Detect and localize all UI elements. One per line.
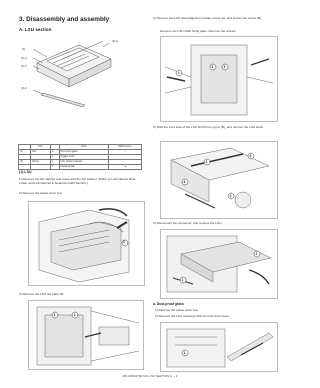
table-cell: b (50, 155, 59, 160)
step-5: 5) Shift the front side of the LSU shaft from (A) to (B), and remove the LSU shaft. (153, 125, 264, 129)
dust-step-2: 2) Remove the LSU cleaning stick from the front cover. (155, 314, 230, 318)
waste-toner-drawing (29, 202, 144, 285)
table-cell: ○▲ (109, 165, 142, 170)
step-number: 4 (183, 179, 186, 184)
step-6: 6) Disconnect the connector, and remove the LSU. (153, 221, 223, 225)
callout-1: (1) (22, 48, 26, 51)
callout-2b: (2)-b (21, 87, 27, 90)
step-number: 2 (249, 153, 252, 158)
dust-glass-heading: a. Dust-proof glass (153, 302, 184, 306)
step-number: 3 (223, 64, 226, 69)
table-row (19, 165, 142, 170)
table-cell (19, 165, 31, 170)
left-plate-figure (28, 300, 144, 370)
waste-toner-figure (28, 201, 145, 286)
step-number: 2 (211, 64, 214, 69)
table-cell: LSU (30, 150, 50, 155)
left-plate-drawing (29, 301, 143, 369)
table-header-cell: Maintenance (109, 145, 142, 150)
callout-2a: (2)-a (112, 40, 118, 43)
step-number: 2 (255, 251, 258, 256)
step-number: 1 (177, 70, 180, 75)
dust-step-1: 1) Remove the waste toner box. (155, 308, 199, 312)
table-cell: ○ (109, 150, 142, 155)
table-cell: a (50, 150, 59, 155)
cleaning-stick-drawing (161, 323, 277, 371)
step-number: 1 (229, 193, 232, 198)
step-1: 1) Remove the left cabinet rear lower and the left cabinet. (Refer to Left Cabinet Rear Lower and Left Cabinet in External Outfit Section.) (19, 177, 136, 186)
cleaning-stick-figure (160, 322, 278, 372)
table-cell: (2) (19, 160, 31, 165)
callout-1b: (1)-b (21, 65, 27, 68)
table-header-cell: Parts (59, 145, 108, 150)
parts-table (18, 144, 142, 170)
table-cell (30, 165, 50, 170)
lsu-shaft-shift-drawing (161, 142, 277, 218)
lsu-shaft-plate-figure (160, 36, 278, 122)
step-4: 4) Remove the LSU slant adjustment plate screw (A), and loosen the screw (B). (153, 16, 262, 20)
table-cell: Toggler motor (59, 155, 108, 160)
step-3: 3) Remove the LSU left plate PA. (19, 292, 65, 296)
section-subheading: A. LSU section (19, 27, 52, 32)
step-number: 1 (73, 312, 76, 317)
lsu-removal-figure (160, 229, 278, 299)
lsu-overview-figure (33, 33, 115, 113)
table-cell: a (50, 160, 59, 165)
table-cell: Dust-proof glass (59, 150, 108, 155)
callout-1a: (1)-a (21, 57, 27, 60)
step-number: 1 (181, 277, 184, 282)
table-cell: Others (30, 160, 50, 165)
step-4b: Remove the LSU shaft fixing plate. Remove the screws. (160, 29, 237, 33)
lsu-shaft-shift-figure (160, 141, 278, 219)
table-cell: b (50, 165, 59, 170)
table-cell: Cleaning bale (59, 165, 108, 170)
step-number: 1 (183, 350, 186, 355)
table-cell: LSU shutter solenoid (59, 160, 108, 165)
step-number: 3 (205, 159, 208, 164)
table-header-cell: Unit (30, 145, 50, 150)
lsu-shaft-plate-drawing (161, 37, 277, 121)
step-number: 2 (53, 312, 56, 317)
page-footer: MX-2300/2700 N/G LSU SECTION H – 3 (122, 374, 178, 378)
step-2: 2) Remove the waste toner box. (19, 191, 63, 195)
table-cell: (1) (19, 150, 31, 155)
section-heading: 3. Disassembly and assembly (19, 16, 110, 23)
step-number: 1 (123, 240, 125, 244)
lsu-removal-drawing (161, 230, 277, 298)
lsu-heading: (1) LSU (19, 170, 32, 174)
